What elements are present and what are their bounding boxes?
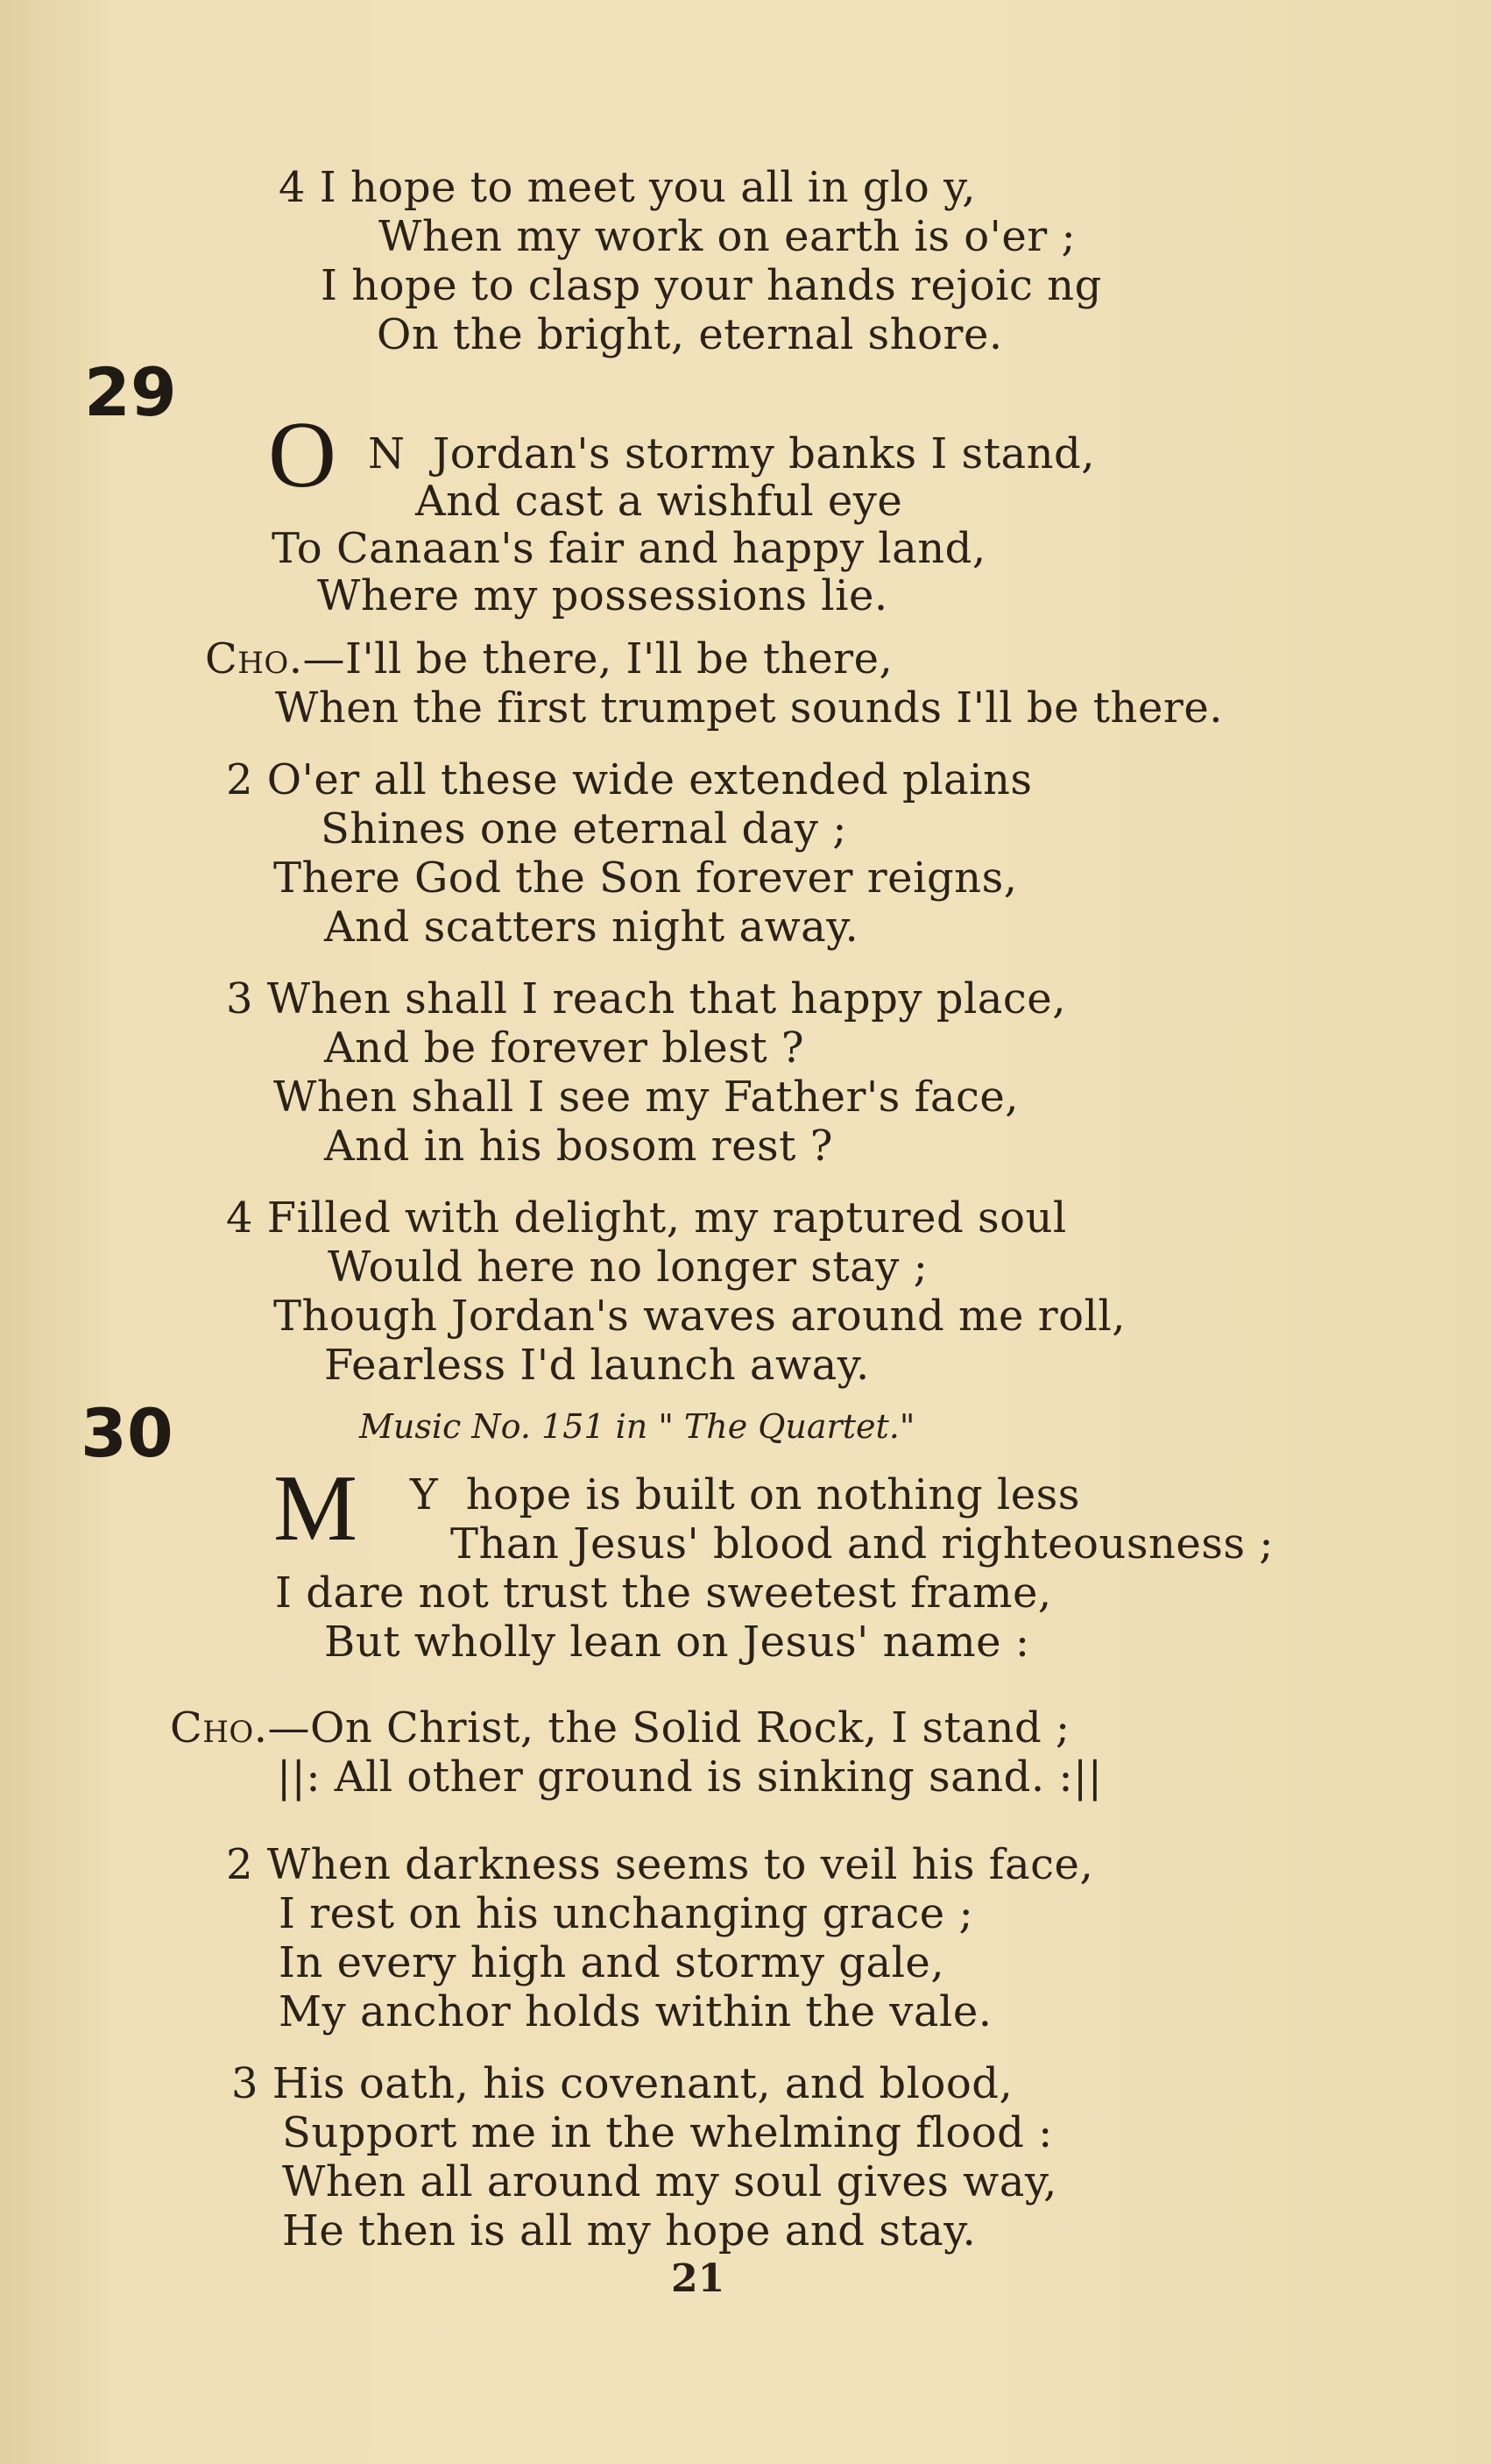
verse-line: I dare not trust the sweetest frame, <box>275 1568 1052 1618</box>
verse-line: And in his bosom rest ? <box>324 1122 833 1171</box>
verse-line: Y hope is built on nothing less <box>410 1470 1080 1519</box>
chorus-label: Cho. <box>170 1703 268 1752</box>
chorus-text: —On Christ, the Solid Rock, I stand ; <box>267 1703 1071 1752</box>
verse-line: When shall I see my Father's face, <box>273 1073 1019 1122</box>
verse-line: He then is all my hope and stay. <box>282 2206 977 2255</box>
verse-line: 2 O'er all these wide extended plains <box>226 755 1033 804</box>
verse-line: 2 When darkness seems to veil his face, <box>226 1840 1094 1889</box>
verse-line: I rest on his unchanging grace ; <box>279 1889 974 1938</box>
verse-line: Would here no longer stay ; <box>328 1243 929 1292</box>
verse-line: On the bright, eternal shore. <box>377 310 1003 359</box>
verse-line: 4 Filled with delight, my raptured soul <box>226 1193 1067 1243</box>
verse-line: Support me in the whelming flood : <box>282 2108 1053 2157</box>
verse-line: 3 When shall I reach that happy place, <box>226 974 1066 1023</box>
page-number: 21 <box>671 2256 725 2301</box>
chorus-line: When the first trumpet sounds I'll be there. <box>275 683 1223 733</box>
verse-line: In every high and stormy gale, <box>279 1938 945 1987</box>
chorus-line <box>170 1703 1071 1752</box>
verse-line: I hope to clasp your hands rejoic ng <box>321 261 1102 310</box>
verse-line: And cast a wishful eye <box>415 477 903 526</box>
verse-line: But wholly lean on Jesus' name : <box>324 1618 1030 1667</box>
verse-line: 4 I hope to meet you all in glo y, <box>279 163 977 212</box>
drop-cap: M <box>273 1456 358 1561</box>
verse-line: And scatters night away. <box>324 903 859 952</box>
verse-line: My anchor holds within the vale. <box>279 1987 993 2036</box>
chorus-line <box>205 634 893 683</box>
verse-line: To Canaan's fair and happy land, <box>272 524 986 573</box>
verse-line: N Jordan's stormy banks I stand, <box>368 429 1095 478</box>
music-reference: Music No. 151 in " The Quartet." <box>359 1407 915 1446</box>
verse-line: Fearless I'd launch away. <box>324 1341 870 1390</box>
chorus-line: ||: All other ground is sinking sand. :|| <box>277 1752 1103 1802</box>
hymn-number: 29 <box>84 353 177 431</box>
verse-line: And be forever blest ? <box>324 1023 805 1073</box>
verse-line: 3 His oath, his covenant, and blood, <box>231 2059 1014 2108</box>
verse-line: There God the Son forever reigns, <box>273 853 1018 903</box>
verse-line: Than Jesus' blood and righteousness ; <box>450 1519 1274 1568</box>
verse-line: Shines one eternal day ; <box>321 804 847 853</box>
verse-line: When all around my soul gives way, <box>282 2157 1057 2206</box>
verse-line: Where my possessions lie. <box>317 571 888 620</box>
verse-line: Though Jordan's waves around me roll, <box>273 1292 1126 1341</box>
hymn-number: 30 <box>81 1394 173 1472</box>
drop-cap: O <box>268 403 336 507</box>
chorus-label: Cho. <box>205 634 303 683</box>
chorus-text: —I'll be there, I'll be there, <box>302 634 894 683</box>
verse-line: When my work on earth is o'er ; <box>378 212 1077 261</box>
